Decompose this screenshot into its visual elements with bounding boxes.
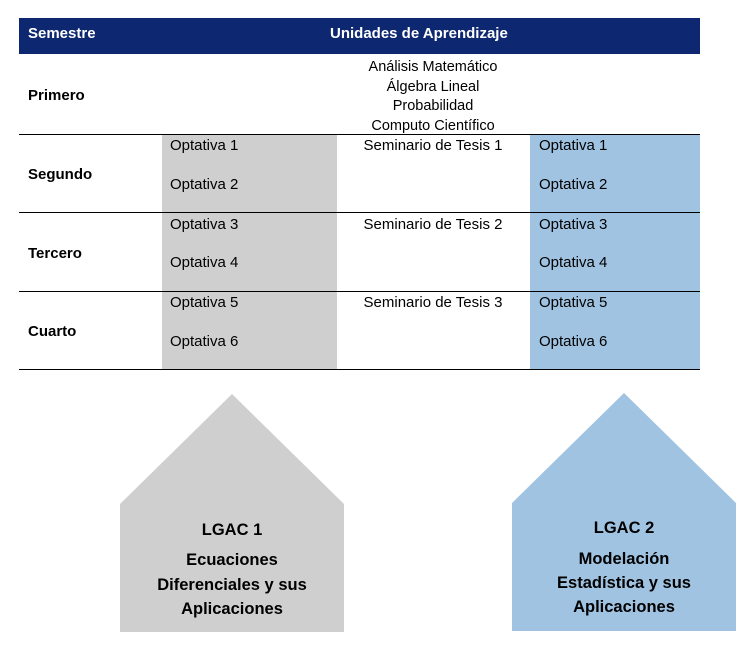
optativa-cell: Optativa 6 xyxy=(539,333,608,350)
house-shape xyxy=(512,393,736,631)
optativa-cell: Optativa 6 xyxy=(170,333,239,350)
table-header xyxy=(19,18,700,54)
row-divider xyxy=(19,134,700,135)
subject-item: Álgebra Lineal xyxy=(386,78,480,95)
lgac1-line: Diferenciales y sus xyxy=(157,576,307,594)
optativa-cell: Optativa 2 xyxy=(539,176,608,193)
optativa-cell: Optativa 4 xyxy=(170,254,239,271)
optativa-cell: Optativa 4 xyxy=(539,254,608,271)
optativa-cell: Optativa 1 xyxy=(539,137,608,154)
row-divider xyxy=(19,212,700,213)
first-semester-subjects xyxy=(338,58,528,136)
lgac2-line: Aplicaciones xyxy=(573,598,675,616)
lgac2-line: Modelación xyxy=(578,550,670,568)
optativa-cell: Optativa 5 xyxy=(170,294,239,311)
lgac2-house xyxy=(512,393,736,631)
seminario-cell: Seminario de Tesis 3 xyxy=(363,294,503,311)
semester-label-segundo: Segundo xyxy=(28,166,93,183)
lgac1-line: Aplicaciones xyxy=(181,600,283,618)
lgac1-line: Ecuaciones xyxy=(186,551,278,569)
optativa-cell: Optativa 5 xyxy=(539,294,608,311)
optativa-cell: Optativa 3 xyxy=(539,216,608,233)
header-semestre: Semestre xyxy=(28,25,96,42)
header-unidades: Unidades de Aprendizaje xyxy=(330,25,508,42)
lgac1-house xyxy=(120,394,344,632)
subject-item: Probabilidad xyxy=(392,98,474,114)
seminario-cell: Seminario de Tesis 1 xyxy=(363,137,503,154)
seminario-cell: Seminario de Tesis 2 xyxy=(363,216,503,233)
row-divider xyxy=(19,291,700,292)
subject-item: Análisis Matemático xyxy=(368,59,498,75)
optativa-cell: Optativa 3 xyxy=(170,216,239,233)
semester-label-cuarto: Cuarto xyxy=(28,323,77,340)
semester-label-tercero: Tercero xyxy=(28,245,82,262)
subject-item: Computo Científico xyxy=(371,117,495,134)
lgac2-line: Estadística y sus xyxy=(557,574,691,592)
semester-label-primero: Primero xyxy=(28,87,85,104)
row-divider xyxy=(19,369,700,370)
optativa-cell: Optativa 1 xyxy=(170,137,239,154)
optativa-cell: Optativa 2 xyxy=(170,176,239,193)
lgac1-title: LGAC 1 xyxy=(201,521,263,539)
lgac2-title: LGAC 2 xyxy=(593,519,655,537)
house-shape xyxy=(120,394,344,632)
